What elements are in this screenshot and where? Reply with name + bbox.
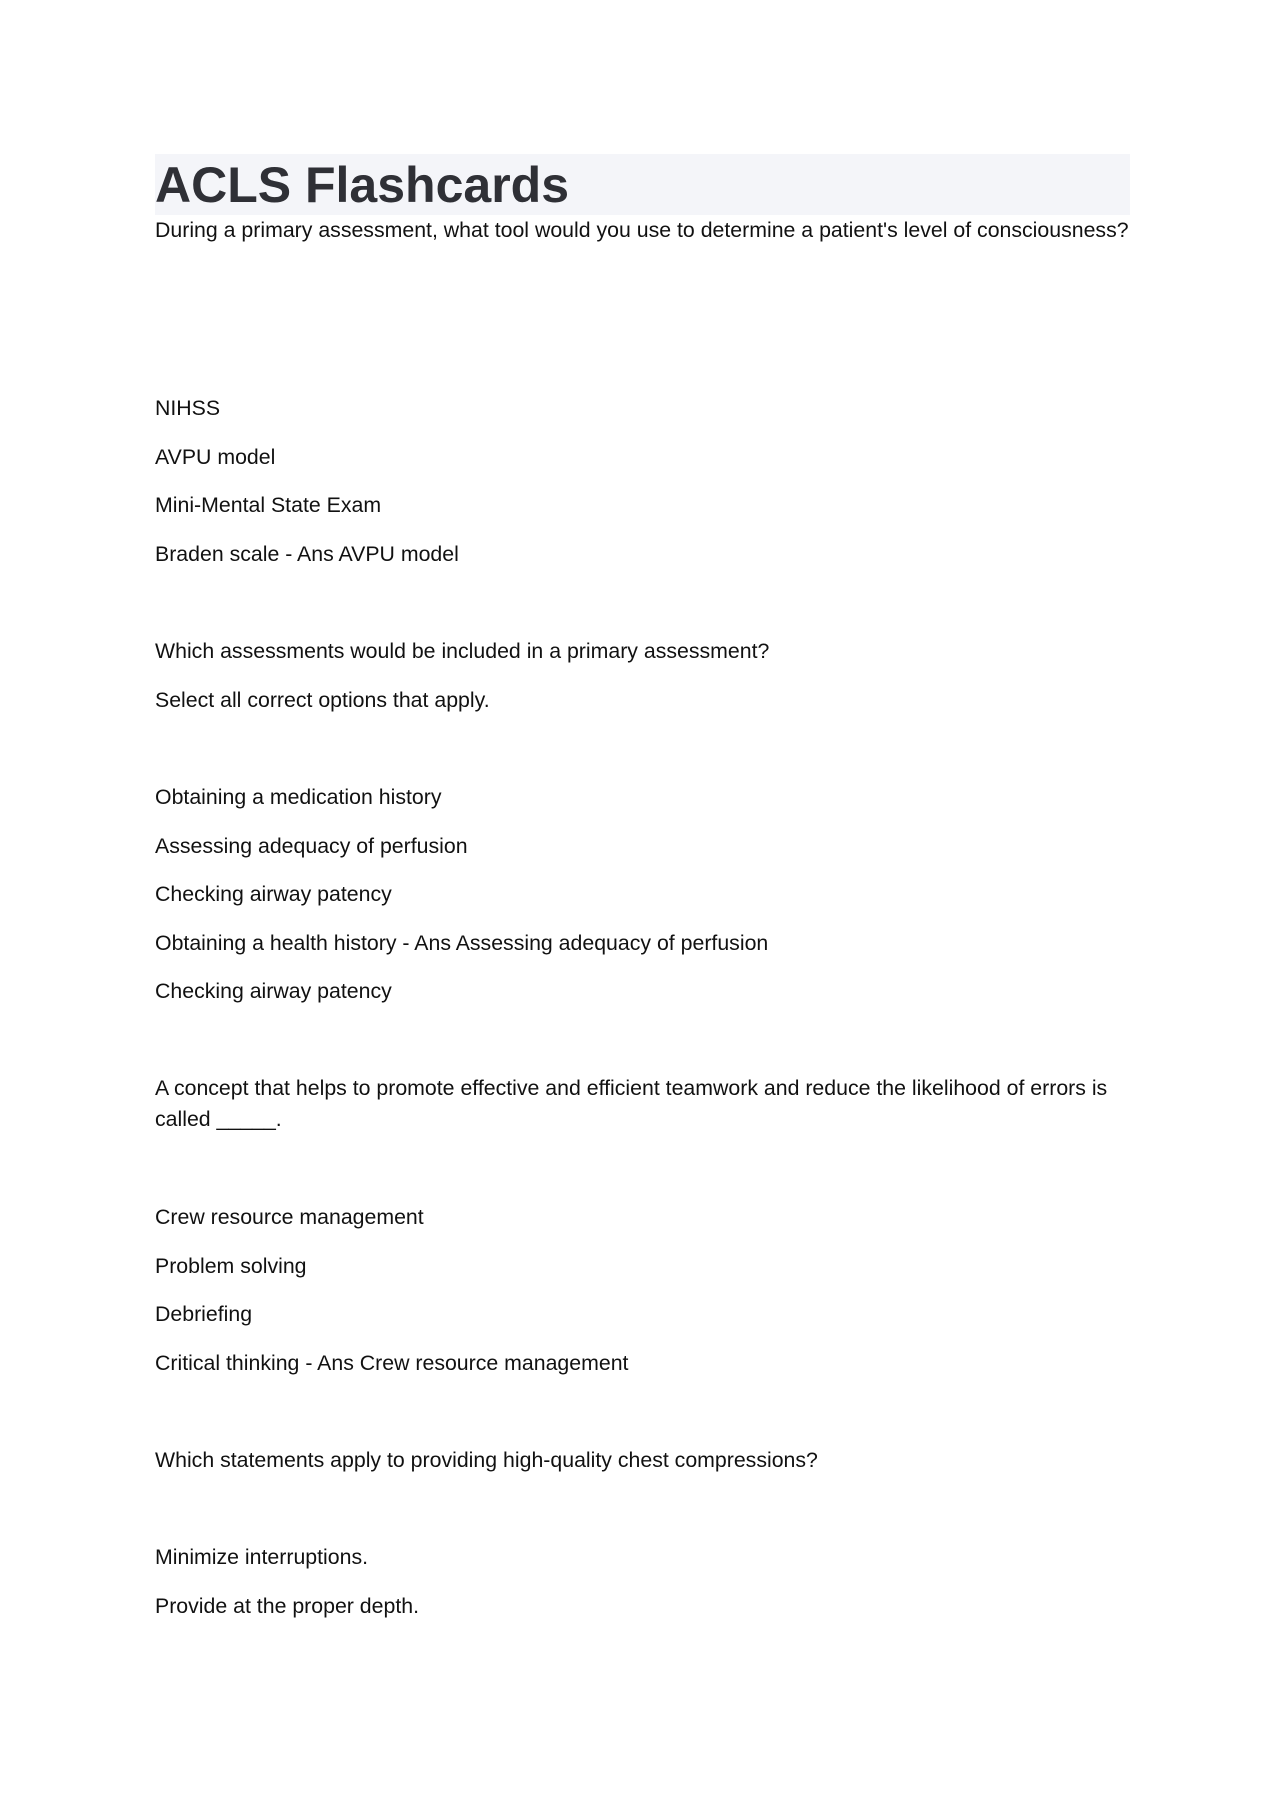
q3-option-3: Debriefing — [155, 1302, 253, 1326]
document-page — [155, 154, 1130, 1618]
q3-option-4: Critical thinking - Ans Crew resource management — [155, 1351, 629, 1375]
q4-option-2: Provide at the proper depth. — [155, 1594, 420, 1618]
q4-option-1: Minimize interruptions. — [155, 1545, 369, 1569]
q1-option-1: NIHSS — [155, 396, 221, 420]
question-4: Which statements apply to providing high-quality chest compressions? — [155, 1448, 818, 1472]
title-bar — [155, 154, 1130, 215]
q2-option-1: Obtaining a medication history — [155, 785, 442, 809]
q1-option-2: AVPU model — [155, 445, 276, 469]
q2-option-3: Checking airway patency — [155, 882, 392, 906]
q1-option-4: Braden scale - Ans AVPU model — [155, 542, 459, 566]
q3-option-2: Problem solving — [155, 1254, 307, 1278]
q2-option-5: Checking airway patency — [155, 979, 392, 1003]
q2-instruction: Select all correct options that apply. — [155, 688, 490, 712]
question-2: Which assessments would be included in a primary assessment? — [155, 639, 770, 663]
q2-option-2: Assessing adequacy of perfusion — [155, 834, 468, 858]
question-1: During a primary assessment, what tool would you use to determine a patient's level of consciousness? — [155, 218, 1129, 242]
page-title: ACLS Flashcards — [155, 157, 570, 213]
question-3: A concept that helps to promote effective and efficient teamwork and reduce the likelihood of errors is called _____. — [155, 1076, 1108, 1131]
q3-option-1: Crew resource management — [155, 1205, 424, 1229]
q1-option-3: Mini-Mental State Exam — [155, 493, 382, 517]
q2-option-4: Obtaining a health history - Ans Assessing adequacy of perfusion — [155, 931, 769, 955]
